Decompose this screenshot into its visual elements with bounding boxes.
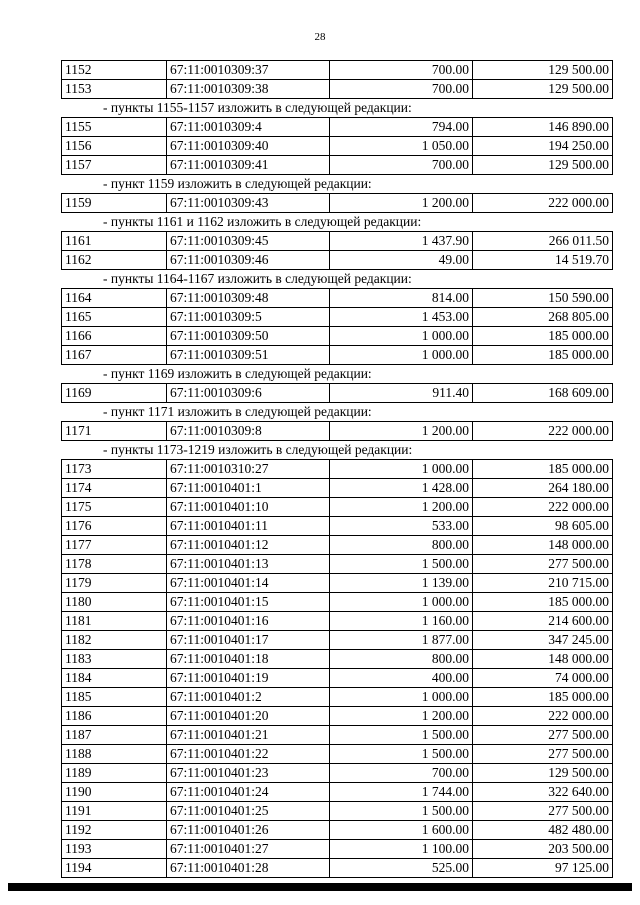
document-body <box>61 60 612 878</box>
cadastral-number-cell: 67:11:0010309:40 <box>167 137 330 156</box>
table-row <box>62 688 613 707</box>
area-cell: 814.00 <box>330 289 473 308</box>
land-plot-table <box>61 193 613 213</box>
table-row <box>62 669 613 688</box>
cadastral-number-cell: 67:11:0010309:41 <box>167 156 330 175</box>
area-cell: 1 453.00 <box>330 308 473 327</box>
value-cell: 277 500.00 <box>473 726 613 745</box>
row-number-cell: 1153 <box>62 80 167 99</box>
row-number-cell: 1174 <box>62 479 167 498</box>
amendment-note: - пункты 1155-1157 изложить в следующей редакции: <box>103 100 412 115</box>
value-cell: 185 000.00 <box>473 460 613 479</box>
row-number-cell: 1193 <box>62 840 167 859</box>
area-cell: 1 200.00 <box>330 498 473 517</box>
row-number-cell: 1157 <box>62 156 167 175</box>
value-cell: 148 000.00 <box>473 536 613 555</box>
table-row <box>62 80 613 99</box>
row-number-cell: 1180 <box>62 593 167 612</box>
area-cell: 1 500.00 <box>330 726 473 745</box>
table-row <box>62 840 613 859</box>
cadastral-number-cell: 67:11:0010309:46 <box>167 251 330 270</box>
value-cell: 14 519.70 <box>473 251 613 270</box>
table-row <box>62 859 613 878</box>
table-row <box>62 498 613 517</box>
table-row <box>62 764 613 783</box>
row-number-cell: 1181 <box>62 612 167 631</box>
table-row <box>62 327 613 346</box>
cadastral-number-cell: 67:11:0010401:21 <box>167 726 330 745</box>
table-row <box>62 308 613 327</box>
row-number-cell: 1169 <box>62 384 167 403</box>
table-row <box>62 555 613 574</box>
amendment-note: - пункты 1161 и 1162 изложить в следующей редакции: <box>103 214 422 229</box>
cadastral-number-cell: 67:11:0010401:15 <box>167 593 330 612</box>
area-cell: 1 000.00 <box>330 460 473 479</box>
area-cell: 533.00 <box>330 517 473 536</box>
area-cell: 1 500.00 <box>330 802 473 821</box>
cadastral-number-cell: 67:11:0010401:14 <box>167 574 330 593</box>
amendment-note: - пункт 1171 изложить в следующей редакции: <box>103 404 372 419</box>
area-cell: 794.00 <box>330 118 473 137</box>
row-number-cell: 1166 <box>62 327 167 346</box>
area-cell: 1 437.90 <box>330 232 473 251</box>
cadastral-number-cell: 67:11:0010401:23 <box>167 764 330 783</box>
row-number-cell: 1194 <box>62 859 167 878</box>
row-number-cell: 1185 <box>62 688 167 707</box>
row-number-cell: 1167 <box>62 346 167 365</box>
cadastral-number-cell: 67:11:0010401:13 <box>167 555 330 574</box>
area-cell: 1 000.00 <box>330 346 473 365</box>
area-cell: 800.00 <box>330 536 473 555</box>
value-cell: 222 000.00 <box>473 498 613 517</box>
land-plot-table <box>61 117 613 175</box>
row-number-cell: 1177 <box>62 536 167 555</box>
cadastral-number-cell: 67:11:0010309:37 <box>167 61 330 80</box>
cadastral-number-cell: 67:11:0010401:22 <box>167 745 330 764</box>
value-cell: 222 000.00 <box>473 707 613 726</box>
cadastral-number-cell: 67:11:0010309:50 <box>167 327 330 346</box>
table-row <box>62 422 613 441</box>
value-cell: 203 500.00 <box>473 840 613 859</box>
area-cell: 1 500.00 <box>330 555 473 574</box>
value-cell: 322 640.00 <box>473 783 613 802</box>
row-number-cell: 1184 <box>62 669 167 688</box>
table-row <box>62 460 613 479</box>
row-number-cell: 1186 <box>62 707 167 726</box>
value-cell: 97 125.00 <box>473 859 613 878</box>
row-number-cell: 1190 <box>62 783 167 802</box>
value-cell: 129 500.00 <box>473 80 613 99</box>
area-cell: 1 744.00 <box>330 783 473 802</box>
table-row <box>62 118 613 137</box>
table-row <box>62 707 613 726</box>
value-cell: 185 000.00 <box>473 688 613 707</box>
cadastral-number-cell: 67:11:0010309:43 <box>167 194 330 213</box>
table-row <box>62 289 613 308</box>
cadastral-number-cell: 67:11:0010401:20 <box>167 707 330 726</box>
land-plot-table <box>61 60 613 99</box>
area-cell: 49.00 <box>330 251 473 270</box>
cadastral-number-cell: 67:11:0010309:4 <box>167 118 330 137</box>
cadastral-number-cell: 67:11:0010401:25 <box>167 802 330 821</box>
cadastral-number-cell: 67:11:0010401:2 <box>167 688 330 707</box>
table-row <box>62 745 613 764</box>
cadastral-number-cell: 67:11:0010401:16 <box>167 612 330 631</box>
table-row <box>62 726 613 745</box>
value-cell: 150 590.00 <box>473 289 613 308</box>
row-number-cell: 1164 <box>62 289 167 308</box>
row-number-cell: 1156 <box>62 137 167 156</box>
amendment-note: - пункт 1169 изложить в следующей редакции: <box>103 366 372 381</box>
table-row <box>62 612 613 631</box>
value-cell: 185 000.00 <box>473 346 613 365</box>
value-cell: 264 180.00 <box>473 479 613 498</box>
value-cell: 347 245.00 <box>473 631 613 650</box>
row-number-cell: 1188 <box>62 745 167 764</box>
table-row <box>62 593 613 612</box>
cadastral-number-cell: 67:11:0010401:26 <box>167 821 330 840</box>
amendment-note: - пункт 1159 изложить в следующей редакции: <box>103 176 372 191</box>
area-cell: 700.00 <box>330 156 473 175</box>
cadastral-number-cell: 67:11:0010309:38 <box>167 80 330 99</box>
cadastral-number-cell: 67:11:0010309:8 <box>167 422 330 441</box>
area-cell: 400.00 <box>330 669 473 688</box>
value-cell: 266 011.50 <box>473 232 613 251</box>
area-cell: 1 000.00 <box>330 593 473 612</box>
area-cell: 1 050.00 <box>330 137 473 156</box>
area-cell: 700.00 <box>330 764 473 783</box>
cadastral-number-cell: 67:11:0010309:51 <box>167 346 330 365</box>
area-cell: 800.00 <box>330 650 473 669</box>
value-cell: 129 500.00 <box>473 61 613 80</box>
cadastral-number-cell: 67:11:0010309:45 <box>167 232 330 251</box>
table-row <box>62 346 613 365</box>
cadastral-number-cell: 67:11:0010401:19 <box>167 669 330 688</box>
row-number-cell: 1189 <box>62 764 167 783</box>
table-row <box>62 517 613 536</box>
table-row <box>62 156 613 175</box>
area-cell: 1 000.00 <box>330 688 473 707</box>
area-cell: 525.00 <box>330 859 473 878</box>
table-row <box>62 251 613 270</box>
value-cell: 185 000.00 <box>473 593 613 612</box>
area-cell: 1 877.00 <box>330 631 473 650</box>
table-row <box>62 194 613 213</box>
cadastral-number-cell: 67:11:0010401:24 <box>167 783 330 802</box>
cadastral-number-cell: 67:11:0010401:27 <box>167 840 330 859</box>
row-number-cell: 1171 <box>62 422 167 441</box>
area-cell: 1 200.00 <box>330 194 473 213</box>
row-number-cell: 1175 <box>62 498 167 517</box>
row-number-cell: 1176 <box>62 517 167 536</box>
cadastral-number-cell: 67:11:0010401:28 <box>167 859 330 878</box>
value-cell: 268 805.00 <box>473 308 613 327</box>
row-number-cell: 1162 <box>62 251 167 270</box>
row-number-cell: 1173 <box>62 460 167 479</box>
value-cell: 148 000.00 <box>473 650 613 669</box>
area-cell: 700.00 <box>330 61 473 80</box>
table-row <box>62 574 613 593</box>
area-cell: 1 600.00 <box>330 821 473 840</box>
value-cell: 277 500.00 <box>473 802 613 821</box>
value-cell: 277 500.00 <box>473 555 613 574</box>
amendment-note: - пункты 1164-1167 изложить в следующей редакции: <box>103 271 412 286</box>
row-number-cell: 1192 <box>62 821 167 840</box>
table-row <box>62 650 613 669</box>
area-cell: 1 000.00 <box>330 327 473 346</box>
table-row <box>62 384 613 403</box>
table-row <box>62 783 613 802</box>
cadastral-number-cell: 67:11:0010401:17 <box>167 631 330 650</box>
row-number-cell: 1155 <box>62 118 167 137</box>
row-number-cell: 1165 <box>62 308 167 327</box>
row-number-cell: 1187 <box>62 726 167 745</box>
table-row <box>62 802 613 821</box>
value-cell: 222 000.00 <box>473 194 613 213</box>
row-number-cell: 1159 <box>62 194 167 213</box>
area-cell: 1 139.00 <box>330 574 473 593</box>
land-plot-table <box>61 383 613 403</box>
table-row <box>62 232 613 251</box>
area-cell: 1 160.00 <box>330 612 473 631</box>
area-cell: 1 200.00 <box>330 422 473 441</box>
value-cell: 74 000.00 <box>473 669 613 688</box>
row-number-cell: 1183 <box>62 650 167 669</box>
amendment-note: - пункты 1173-1219 изложить в следующей редакции: <box>103 442 413 457</box>
cadastral-number-cell: 67:11:0010401:18 <box>167 650 330 669</box>
row-number-cell: 1152 <box>62 61 167 80</box>
area-cell: 1 500.00 <box>330 745 473 764</box>
land-plot-table <box>61 459 613 878</box>
cadastral-number-cell: 67:11:0010401:1 <box>167 479 330 498</box>
table-row <box>62 631 613 650</box>
value-cell: 194 250.00 <box>473 137 613 156</box>
area-cell: 1 200.00 <box>330 707 473 726</box>
table-row <box>62 479 613 498</box>
row-number-cell: 1182 <box>62 631 167 650</box>
cadastral-number-cell: 67:11:0010310:27 <box>167 460 330 479</box>
value-cell: 129 500.00 <box>473 764 613 783</box>
value-cell: 98 605.00 <box>473 517 613 536</box>
table-row <box>62 536 613 555</box>
cadastral-number-cell: 67:11:0010401:11 <box>167 517 330 536</box>
area-cell: 911.40 <box>330 384 473 403</box>
value-cell: 222 000.00 <box>473 422 613 441</box>
table-row <box>62 137 613 156</box>
value-cell: 214 600.00 <box>473 612 613 631</box>
value-cell: 146 890.00 <box>473 118 613 137</box>
area-cell: 1 100.00 <box>330 840 473 859</box>
bottom-border-rule <box>8 883 632 891</box>
value-cell: 129 500.00 <box>473 156 613 175</box>
row-number-cell: 1179 <box>62 574 167 593</box>
cadastral-number-cell: 67:11:0010309:5 <box>167 308 330 327</box>
value-cell: 277 500.00 <box>473 745 613 764</box>
cadastral-number-cell: 67:11:0010401:12 <box>167 536 330 555</box>
area-cell: 700.00 <box>330 80 473 99</box>
page-number: 28 <box>314 31 326 43</box>
row-number-cell: 1178 <box>62 555 167 574</box>
value-cell: 185 000.00 <box>473 327 613 346</box>
cadastral-number-cell: 67:11:0010309:48 <box>167 289 330 308</box>
table-row <box>62 821 613 840</box>
row-number-cell: 1161 <box>62 232 167 251</box>
cadastral-number-cell: 67:11:0010309:6 <box>167 384 330 403</box>
land-plot-table <box>61 231 613 270</box>
table-row <box>62 61 613 80</box>
cadastral-number-cell: 67:11:0010401:10 <box>167 498 330 517</box>
area-cell: 1 428.00 <box>330 479 473 498</box>
value-cell: 210 715.00 <box>473 574 613 593</box>
row-number-cell: 1191 <box>62 802 167 821</box>
value-cell: 482 480.00 <box>473 821 613 840</box>
value-cell: 168 609.00 <box>473 384 613 403</box>
land-plot-table <box>61 288 613 365</box>
land-plot-table <box>61 421 613 441</box>
